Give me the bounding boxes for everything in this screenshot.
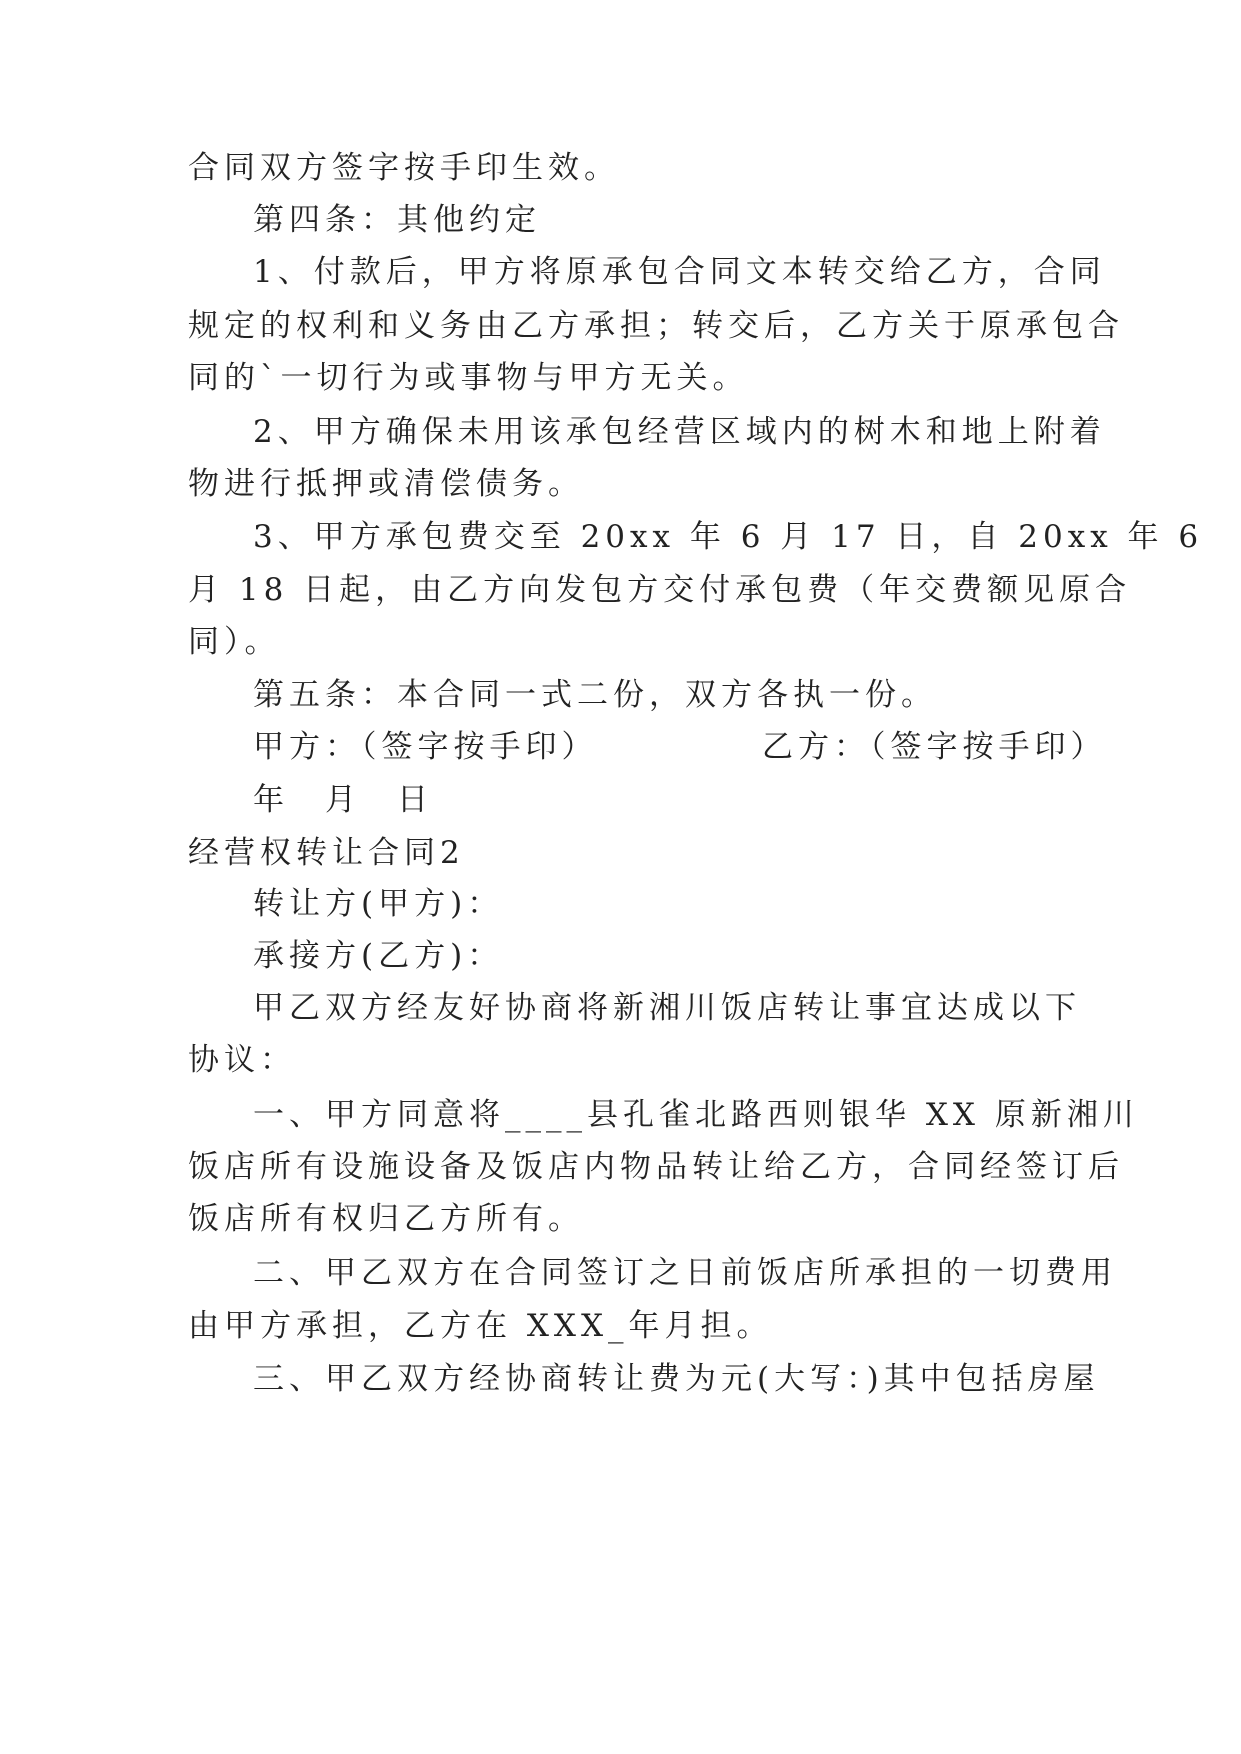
date-line [253,780,469,820]
paragraph-line: 由甲方承担，乙方在 XXX_年月担。 [188,1308,773,1344]
paragraph-line: 同的`一切行为或事物与甲方无关。 [188,360,749,396]
date-year: 年 [253,782,289,818]
paragraph-line: 1、付款后，甲方将原承包合同文本转交给乙方，合同 [253,254,1106,290]
article-heading: 第五条：本合同一式二份，双方各执一份。 [253,677,937,713]
date-day: 日 [397,782,433,818]
date-month: 月 [325,782,361,818]
paragraph-line: 三、甲乙双方经协商转让费为元(大写：)其中包括房屋 [253,1361,1100,1397]
article-heading: 第四条：其他约定 [253,202,541,238]
paragraph-line: 物进行抵押或清偿债务。 [188,466,584,502]
paragraph-line: 3、甲方承包费交至 20xx 年 6 月 17 日，自 20xx 年 6 [253,519,1204,555]
document-title: 经营权转让合同2 [188,835,465,871]
paragraph-line: 月 18 日起，由乙方向发包方交付承包费（年交费额见原合 [188,572,1132,608]
paragraph-line: 饭店所有权归乙方所有。 [188,1201,584,1237]
paragraph-line: 一、甲方同意将____县孔雀北路西则银华 XX 原新湘川 [253,1097,1139,1133]
paragraph-line: 甲乙双方经友好协商将新湘川饭店转让事宜达成以下 [253,990,1081,1026]
party-a-signature: 甲方：（签字按手印） [253,729,598,765]
paragraph-line: 饭店所有设施设备及饭店内物品转让给乙方，合同经签订后 [188,1149,1124,1185]
paragraph-line: 二、甲乙双方在合同签订之日前饭店所承担的一切费用 [253,1255,1117,1291]
transferee-line: 承接方(乙方)： [253,938,504,974]
paragraph-line: 2、甲方确保未用该承包经营区域内的树木和地上附着 [253,414,1106,450]
paragraph-line: 合同双方签字按手印生效。 [188,150,620,186]
paragraph-line: 同）。 [188,624,281,660]
paragraph-line: 协议： [188,1042,296,1078]
transferor-line: 转让方(甲方)： [253,886,504,922]
party-b-signature: 乙方：（签字按手印） [762,729,1107,765]
paragraph-line: 规定的权利和义务由乙方承担；转交后，乙方关于原承包合 [188,308,1124,344]
